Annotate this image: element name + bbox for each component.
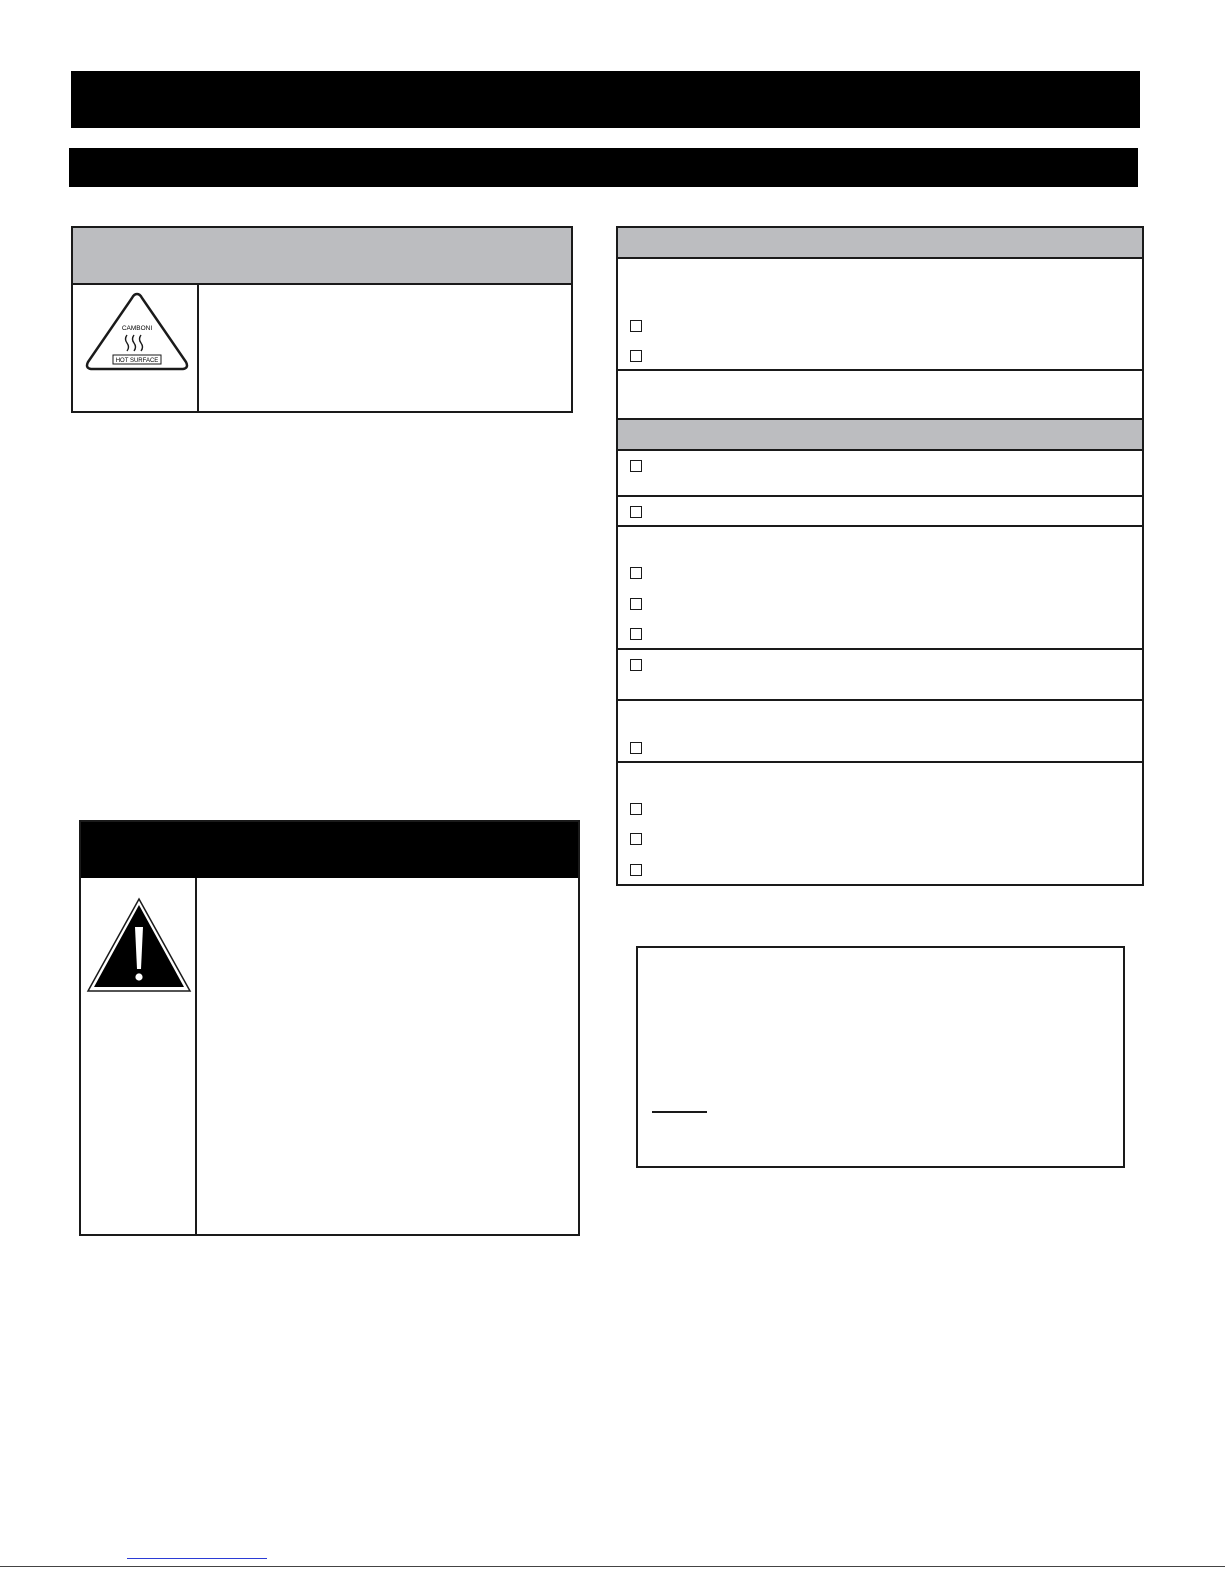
hot-surface-caution-box [71,226,573,413]
checkbox[interactable] [630,833,642,845]
hot-surface-warning-icon [83,290,191,374]
note-box [636,946,1125,1168]
warning-box-header [81,822,578,878]
checkbox[interactable] [630,628,642,640]
footer-link-underline[interactable] [127,1558,267,1559]
subheader-bar [69,148,1138,187]
hot-surface-sign-text: HOT SURFACE [115,358,159,364]
note-underline [652,1111,707,1113]
checklist-section-header-1 [618,228,1142,257]
checkbox[interactable] [630,506,642,518]
checkbox[interactable] [630,567,642,579]
checkbox[interactable] [630,742,642,754]
checklist-panel [616,226,1144,886]
checkbox[interactable] [630,659,642,671]
caution-box-header [73,228,571,283]
exclamation-warning-icon [86,897,192,993]
checklist-section-header-2 [618,420,1142,449]
checkbox[interactable] [630,598,642,610]
checkbox[interactable] [630,803,642,815]
footer-rule [0,1566,1225,1567]
warning-box [79,820,580,1236]
checkbox[interactable] [630,320,642,332]
header-bar [71,71,1140,128]
checkbox[interactable] [630,864,642,876]
checkbox[interactable] [630,460,642,472]
checkbox[interactable] [630,350,642,362]
caution-sign-text: CAMBONI [121,325,153,332]
